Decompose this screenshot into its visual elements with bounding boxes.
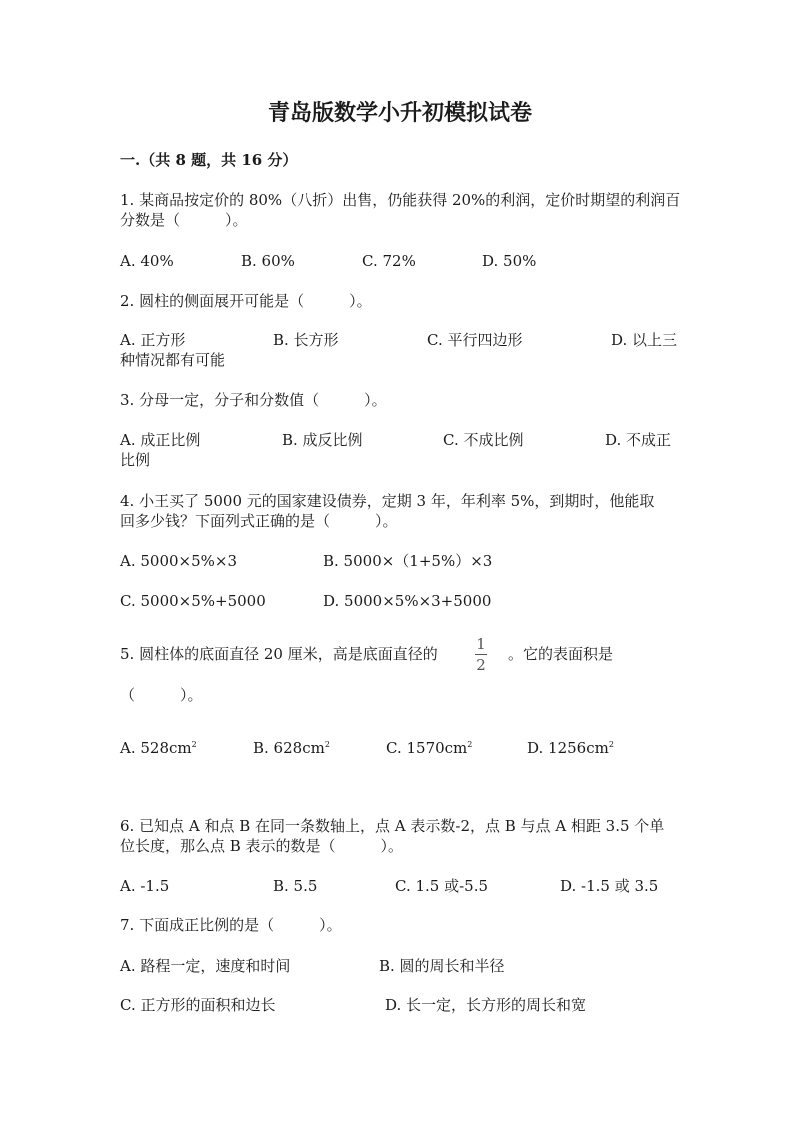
question-text: 5. 圆柱体的底面直径 20 厘米，高是底面直径的 <box>120 645 438 663</box>
question-text-continued: 位长度，那么点 B 表示的数是（ ）。 <box>120 837 404 855</box>
question-text-continued: （ ）。 <box>120 686 203 704</box>
option-c: C. $1570cm^2$ <box>386 739 473 757</box>
option-b: B. 5.5 <box>273 877 318 895</box>
option-c: C. 正方形的面积和边长 <box>120 996 276 1014</box>
option-d-continued: 比例 <box>120 451 151 469</box>
fraction-one-half <box>472 636 490 673</box>
option-c: C. 5000×5%+5000 <box>120 592 266 610</box>
question-text-continued: 回多少钱？下面列式正确的是（ ）。 <box>120 512 398 530</box>
fraction-bar <box>475 654 487 655</box>
option-a: A. -1.5 <box>120 877 170 895</box>
section-heading: 一.（共 8 题，共 16 分） <box>120 151 298 169</box>
fraction-denominator: 2 <box>476 656 486 674</box>
question-text: 4. 小王买了 5000 元的国家建设债券，定期 3 年，年利率 5%，到期时，他能取 <box>120 492 655 510</box>
option-a: A. 5000×5%×3 <box>120 552 238 570</box>
option-c: C. 不成比例 <box>443 431 524 449</box>
option-d: D. 不成正 <box>605 431 672 449</box>
page-title: 青岛版数学小升初模拟试卷 <box>267 100 532 126</box>
question-text: 6. 已知点 A 和点 B 在同一条数轴上，点 A 表示数-2，点 B 与点 A 相距 3.5 个单 <box>120 817 665 835</box>
option-c: C. 1.5 或-5.5 <box>395 877 489 895</box>
option-b: B. 60% <box>241 252 295 270</box>
question-text: 1. 某商品按定价的 80%（八折）出售，仍能获得 20%的利润，定价时期望的利润百 <box>120 191 681 209</box>
question-text-continued: 分数是（ ）。 <box>120 211 248 229</box>
option-d: D. 50% <box>482 252 537 270</box>
option-d: D. 5000×5%×3+5000 <box>323 592 492 610</box>
option-b: B. 长方形 <box>273 331 339 349</box>
option-b: B. 圆的周长和半径 <box>379 957 505 975</box>
option-d: D. -1.5 或 3.5 <box>560 877 659 895</box>
option-d: D. 以上三 <box>611 331 678 349</box>
option-c: C. 平行四边形 <box>427 331 523 349</box>
option-d: D. 长一定，长方形的周长和宽 <box>385 996 587 1014</box>
question-text: 3. 分母一定，分子和分数值（ ）。 <box>120 391 387 409</box>
option-a: A. 40% <box>120 252 174 270</box>
option-b: B. 5000×（1+5%）×3 <box>323 552 493 570</box>
fraction-numerator: 1 <box>476 635 486 653</box>
question-text: 7. 下面成正比例的是（ ）。 <box>120 916 342 934</box>
option-d: D. $1256cm^2$ <box>527 739 614 757</box>
question-text-after-fraction: 。它的表面积是 <box>508 645 614 663</box>
option-a: A. $528cm^2$ <box>120 739 197 757</box>
option-d-continued: 种情况都有可能 <box>120 351 226 369</box>
option-c: C. 72% <box>362 252 416 270</box>
option-b: B. 成反比例 <box>282 431 363 449</box>
question-text: 2. 圆柱的侧面展开可能是（ ）。 <box>120 292 372 310</box>
option-a: A. 正方形 <box>120 331 186 349</box>
option-a: A. 路程一定，速度和时间 <box>120 957 291 975</box>
option-b: B. $628cm^2$ <box>253 739 330 757</box>
option-a: A. 成正比例 <box>120 431 201 449</box>
